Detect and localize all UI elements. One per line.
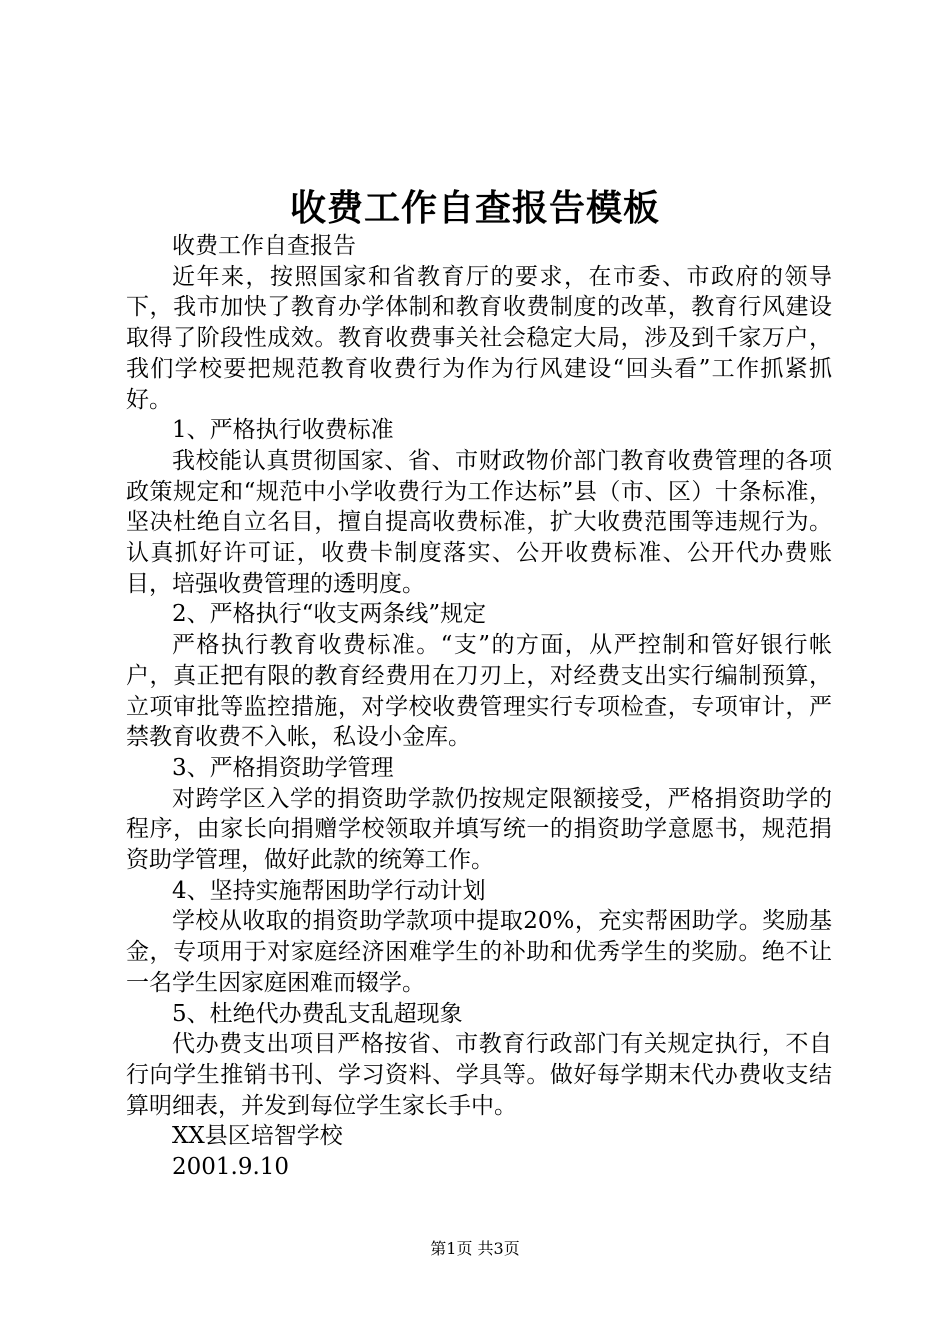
signature-date: 2001.9.10 — [172, 1154, 290, 1181]
section-heading-4: 4、坚持实施帮困助学行动计划 — [172, 877, 486, 904]
document-title: 收费工作自查报告模板 — [289, 187, 660, 229]
section-paragraph-2: 严格执行教育收费标准。“支”的方面，从严控制和管好银行帐户，真正把有限的教育经费用在刀刃上，对经费支出实行编制预算，立项审批等监控措施，对学校收费管理实行专项检查，专项审计，严禁教育收费不入帐，私设小金库。 — [126, 632, 832, 751]
intro-paragraph: 近年来，按照国家和省教育厅的要求，在市委、市政府的领导下，我市加快了教育办学体制和教育收费制度的改革，教育行风建设取得了阶段性成效。教育收费事关社会稳定大局，涉及到千家万户，我们学校要把规范教育收费行为作为行风建设“回头看”工作抓紧抓好。 — [126, 263, 832, 413]
section-heading-3: 3、严格捐资助学管理 — [172, 754, 394, 781]
section-paragraph-1: 我校能认真贯彻国家、省、市财政物价部门教育收费管理的各项政策规定和“规范中小学收费行为工作达标”县（市、区）十条标准，坚决杜绝自立名目，擅自提高收费标准，扩大收费范围等违规行为。认真抓好许可证，收费卡制度落实、公开收费标准、公开代办费账目，培强收费管理的透明度。 — [126, 447, 832, 597]
page-total: 共3页 — [477, 1239, 520, 1258]
section-paragraph-4: 学校从收取的捐资助学款项中提取20%，充实帮困助学。奖励基金，专项用于对家庭经济困难学生的补助和优秀学生的奖励。绝不让一名学生因家庭困难而辍学。 — [126, 908, 832, 996]
section-heading-5: 5、杜绝代办费乱支乱超现象 — [172, 1000, 463, 1027]
report-heading: 收费工作自查报告 — [172, 233, 356, 259]
section-heading-2: 2、严格执行“收支两条线”规定 — [172, 601, 487, 628]
signature-organization: XX县区培智学校 — [172, 1123, 343, 1150]
section-paragraph-5: 代办费支出项目严格按省、市教育行政部门有关规定执行，不自行向学生推销书刊、学习资料、学具等。做好每学期末代办费收支结算明细表，并发到每位学生家长手中。 — [126, 1031, 832, 1119]
page-number: 第1页 — [430, 1239, 473, 1258]
section-paragraph-3: 对跨学区入学的捐资助学款仍按规定限额接受，严格捐资助学的程序，由家长向捐赠学校领取并填写统一的捐资助学意愿书，规范捐资助学管理，做好此款的统筹工作。 — [126, 785, 832, 874]
document-body — [126, 231, 832, 1183]
section-heading-1: 1、严格执行收费标准 — [172, 417, 394, 444]
page-footer — [0, 1238, 950, 1260]
